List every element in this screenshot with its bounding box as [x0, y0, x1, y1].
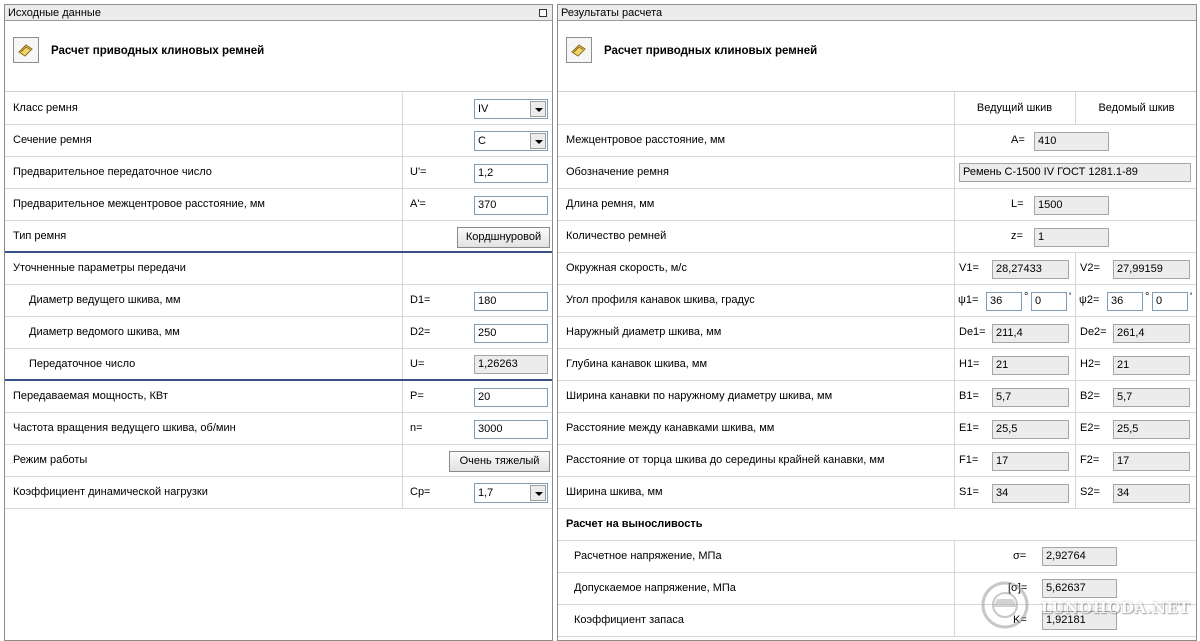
- groove-spacing-label: Расстояние между канавками шкива, мм: [566, 422, 775, 434]
- psi2-minutes-input[interactable]: 0: [1152, 292, 1188, 311]
- designation-label: Обозначение ремня: [566, 166, 669, 178]
- mode-row: [5, 445, 552, 477]
- driven-pulley-header: Ведомый шкив: [1098, 102, 1175, 114]
- s2-output: 34: [1113, 484, 1190, 503]
- s2-symbol: S2=: [1080, 486, 1100, 498]
- psi2-degrees-input[interactable]: 36: [1107, 292, 1143, 311]
- allowed-stress-symbol: [σ]=: [1008, 582, 1028, 594]
- e1-output: 25,5: [992, 420, 1069, 439]
- mode-label: Режим работы: [13, 454, 88, 466]
- chevron-down-icon[interactable]: [530, 133, 546, 149]
- h1-output: 21: [992, 356, 1069, 375]
- column-header-row: [558, 92, 1196, 125]
- dyn-symbol: Cp=: [410, 486, 431, 498]
- center-distance-symbol: A=: [1011, 134, 1025, 146]
- belt-section-value: C: [478, 135, 486, 147]
- results-title-area: [558, 22, 1196, 92]
- psi1-degrees-input[interactable]: 36: [986, 292, 1022, 311]
- pre-center-label: Предварительное межцентровое расстояние, мм: [13, 198, 265, 210]
- h2-symbol: H2=: [1080, 358, 1101, 370]
- s1-symbol: S1=: [959, 486, 979, 498]
- f2-symbol: F2=: [1080, 454, 1100, 466]
- allowed-stress-output: 5,62637: [1042, 579, 1117, 598]
- outer-diameter-label: Наружный диаметр шкива, мм: [566, 326, 722, 338]
- refined-params-label: Уточненные параметры передачи: [13, 262, 186, 274]
- chevron-down-icon[interactable]: [530, 101, 546, 117]
- de1-symbol: De1=: [959, 326, 986, 338]
- pre-center-row: [5, 189, 552, 221]
- calculator-icon: [13, 37, 39, 63]
- maximize-icon[interactable]: [539, 9, 547, 17]
- dyn-select[interactable]: [474, 483, 548, 503]
- speed-row: [5, 413, 552, 445]
- d1-input[interactable]: 180: [474, 292, 548, 311]
- stress-label: Расчетное напряжение, МПа: [574, 550, 722, 562]
- safety-factor-label: Коэффициент запаса: [574, 614, 684, 626]
- ratio-symbol: U=: [410, 358, 425, 370]
- dyn-row: [5, 477, 552, 509]
- h2-output: 21: [1113, 356, 1190, 375]
- results-panel: [557, 4, 1197, 641]
- d1-label: Диаметр ведущего шкива, мм: [29, 294, 181, 306]
- velocity-row: [558, 253, 1196, 285]
- outer-diameter-row: [558, 317, 1196, 349]
- b2-output: 5,7: [1113, 388, 1190, 407]
- f1-output: 17: [992, 452, 1069, 471]
- stress-output: 2,92764: [1042, 547, 1117, 566]
- results-panel-title: Результаты расчета: [561, 7, 663, 19]
- belt-length-symbol: L=: [1011, 198, 1024, 210]
- center-distance-output: 410: [1034, 132, 1109, 151]
- v1-output: 28,27433: [992, 260, 1069, 279]
- belt-length-output: 1500: [1034, 196, 1109, 215]
- endurance-section-title: Расчет на выносливость: [566, 518, 703, 530]
- belt-length-label: Длина ремня, мм: [566, 198, 655, 210]
- d1-row: [5, 285, 552, 317]
- dyn-value: 1,7: [478, 487, 494, 499]
- e2-symbol: E2=: [1080, 422, 1100, 434]
- pulley-width-row: [558, 477, 1196, 509]
- minute-mark: ': [1190, 291, 1193, 303]
- d1-symbol: D1=: [410, 294, 431, 306]
- stress-row: [558, 541, 1196, 573]
- pre-center-symbol: A'=: [410, 198, 426, 210]
- safety-factor-output: 1,92181: [1042, 611, 1117, 630]
- mode-button[interactable]: Очень тяжелый: [449, 451, 550, 472]
- b1-symbol: B1=: [959, 390, 979, 402]
- belt-section-select[interactable]: [474, 131, 548, 151]
- b1-output: 5,7: [992, 388, 1069, 407]
- belt-class-row: [5, 93, 552, 125]
- pre-ratio-label: Предварительное передаточное число: [13, 166, 212, 178]
- designation-output: Ремень С-1500 IV ГОСТ 1281.1-89: [959, 163, 1191, 182]
- belt-count-output: 1: [1034, 228, 1109, 247]
- groove-depth-row: [558, 349, 1196, 381]
- input-title-area: [5, 22, 552, 92]
- edge-distance-row: [558, 445, 1196, 477]
- belt-class-label: Класс ремня: [13, 102, 78, 114]
- input-panel-header: [5, 5, 552, 21]
- speed-input[interactable]: 3000: [474, 420, 548, 439]
- psi2-symbol: ψ2=: [1079, 294, 1100, 306]
- safety-factor-symbol: K=: [1013, 614, 1027, 626]
- power-input[interactable]: 20: [474, 388, 548, 407]
- belt-length-row: [558, 189, 1196, 221]
- edge-distance-label: Расстояние от торца шкива до середины крайней канавки, мм: [566, 454, 885, 466]
- v2-output: 27,99159: [1113, 260, 1190, 279]
- de2-output: 261,4: [1113, 324, 1190, 343]
- f1-symbol: F1=: [959, 454, 979, 466]
- e1-symbol: E1=: [959, 422, 979, 434]
- b2-symbol: B2=: [1080, 390, 1100, 402]
- allowed-stress-label: Допускаемое напряжение, МПа: [574, 582, 736, 594]
- groove-width-label: Ширина канавки по наружному диаметру шкива, мм: [566, 390, 833, 402]
- belt-count-label: Количество ремней: [566, 230, 667, 242]
- belt-type-row: [5, 221, 552, 253]
- center-distance-row: [558, 125, 1196, 157]
- d2-label: Диаметр ведомого шкива, мм: [29, 326, 180, 338]
- input-panel: [4, 4, 553, 641]
- d2-symbol: D2=: [410, 326, 431, 338]
- pre-ratio-row: [5, 157, 552, 189]
- watermark: [973, 577, 1188, 632]
- speed-label: Частота вращения ведущего шкива, об/мин: [13, 422, 236, 434]
- belt-class-select[interactable]: [474, 99, 548, 119]
- input-panel-title: Исходные данные: [8, 7, 101, 19]
- psi1-symbol: ψ1=: [958, 294, 979, 306]
- stress-symbol: σ=: [1013, 550, 1027, 562]
- groove-angle-label: Угол профиля канавок шкива, градус: [566, 294, 755, 306]
- results-page-title: Расчет приводных клиновых ремней: [604, 45, 818, 57]
- driving-pulley-header: Ведущий шкив: [976, 102, 1053, 114]
- groove-depth-label: Глубина канавок шкива, мм: [566, 358, 708, 370]
- belt-type-button[interactable]: Кордшнуровой: [457, 227, 550, 248]
- de2-symbol: De2=: [1080, 326, 1107, 338]
- v2-symbol: V2=: [1080, 262, 1100, 274]
- degree-mark: °: [1024, 291, 1029, 303]
- belt-count-row: [558, 221, 1196, 253]
- ratio-label: Передаточное число: [29, 358, 136, 370]
- calculator-icon: [566, 37, 592, 63]
- belt-section-row: [5, 125, 552, 157]
- groove-width-row: [558, 381, 1196, 413]
- groove-angle-row: [558, 285, 1196, 317]
- refined-params-row: [5, 253, 552, 285]
- results-panel-header: [558, 5, 1196, 21]
- belt-section-label: Сечение ремня: [13, 134, 92, 146]
- rover-logo-icon: [973, 577, 1037, 632]
- input-page-title: Расчет приводных клиновых ремней: [51, 45, 265, 57]
- belt-count-symbol: z=: [1011, 230, 1023, 242]
- h1-symbol: H1=: [959, 358, 980, 370]
- velocity-label: Окружная скорость, м/с: [566, 262, 687, 274]
- center-distance-label: Межцентровое расстояние, мм: [566, 134, 726, 146]
- d2-input[interactable]: 250: [474, 324, 548, 343]
- watermark-text: LUNOHODA.NET: [1041, 599, 1190, 617]
- chevron-down-icon[interactable]: [530, 485, 546, 501]
- s1-output: 34: [992, 484, 1069, 503]
- ratio-row: [5, 349, 552, 381]
- ratio-output: 1,26263: [474, 355, 548, 374]
- v1-symbol: V1=: [959, 262, 979, 274]
- e2-output: 25,5: [1113, 420, 1190, 439]
- power-label: Передаваемая мощность, КВт: [13, 390, 168, 402]
- pre-ratio-symbol: U'=: [410, 166, 427, 178]
- de1-output: 211,4: [992, 324, 1069, 343]
- minute-mark: ': [1069, 291, 1072, 303]
- dyn-label: Коэффициент динамической нагрузки: [13, 486, 208, 498]
- degree-mark: °: [1145, 291, 1150, 303]
- pre-ratio-input[interactable]: 1,2: [474, 164, 548, 183]
- designation-row: [558, 157, 1196, 189]
- power-row: [5, 381, 552, 413]
- endurance-section-row: [558, 509, 1196, 541]
- speed-symbol: n=: [410, 422, 423, 434]
- groove-spacing-row: [558, 413, 1196, 445]
- f2-output: 17: [1113, 452, 1190, 471]
- pre-center-input[interactable]: 370: [474, 196, 548, 215]
- belt-type-label: Тип ремня: [13, 230, 67, 242]
- psi1-minutes-input[interactable]: 0: [1031, 292, 1067, 311]
- pulley-width-label: Ширина шкива, мм: [566, 486, 663, 498]
- power-symbol: P=: [410, 390, 424, 402]
- belt-class-value: IV: [478, 103, 489, 115]
- d2-row: [5, 317, 552, 349]
